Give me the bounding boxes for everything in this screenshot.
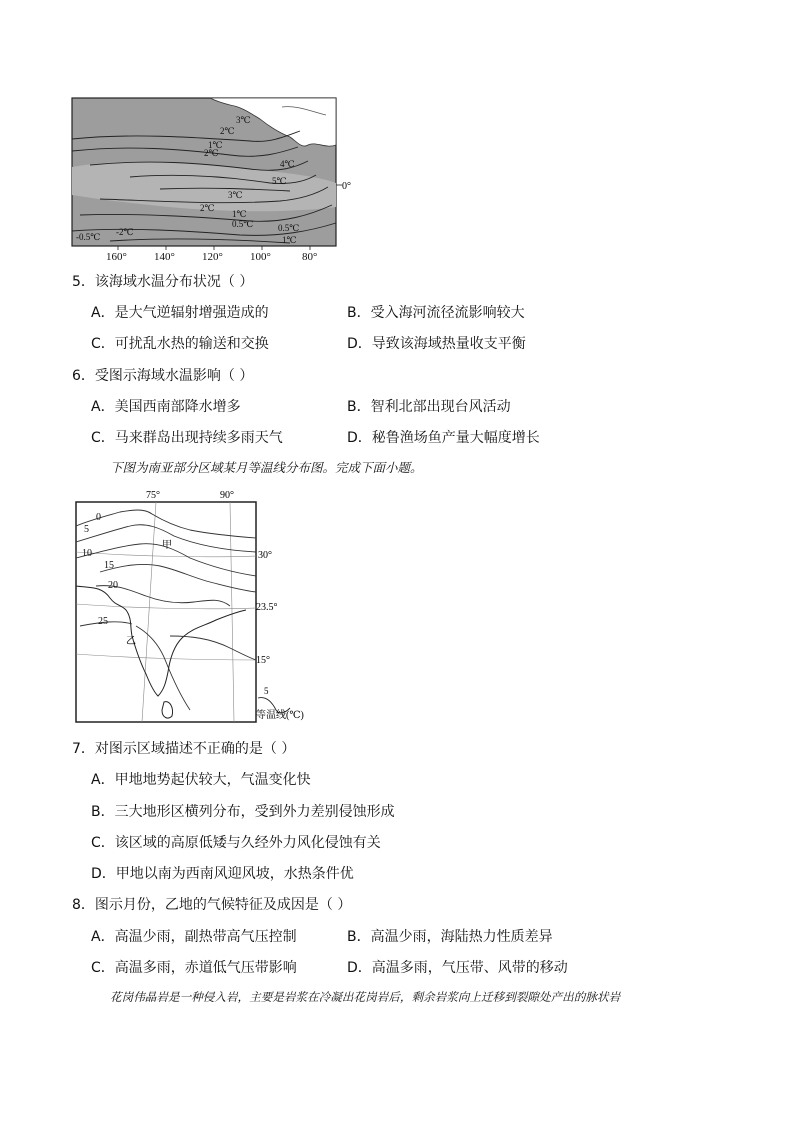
q8-option-d[interactable]: D．高温多雨，气压带、风带的移动 [347, 960, 568, 976]
q8-option-c[interactable]: C．高温多雨，赤道低气压带影响 [91, 960, 297, 976]
q7-option-b[interactable]: B．三大地形区横列分布，受到外力差别侵蚀形成 [91, 804, 395, 820]
isotherm-value: 5 [84, 524, 89, 535]
q6-option-c[interactable]: C．马来群岛出现持续多雨天气 [91, 430, 283, 446]
isotherm-label: -2℃ [116, 227, 134, 237]
q7-option-a[interactable]: A．甲地地势起伏较大，气温变化快 [91, 772, 311, 788]
south-asia-map [70, 486, 320, 726]
isotherm-label: 3℃ [228, 190, 243, 200]
lat-label-30: 30° [258, 550, 272, 561]
lat-label-23-5: 23.5° [256, 602, 278, 613]
isotherm-label: 5℃ [272, 176, 287, 186]
isotherm-value: 0 [96, 512, 101, 523]
q5-option-b[interactable]: B．受入海河流径流影响较大 [347, 305, 525, 321]
sst-map [70, 97, 360, 263]
isotherm-label: 0.5℃ [232, 219, 254, 229]
q5-option-c[interactable]: C．可扰乱水热的输送和交换 [91, 336, 269, 352]
isotherm-value: 10 [82, 548, 92, 559]
isotherm-value: 15 [104, 560, 114, 571]
svg-text:5: 5 [264, 686, 269, 696]
isotherm-label: 2℃ [220, 126, 235, 136]
question-7-stem: 7．对图示区域描述不正确的是（ ） [72, 741, 296, 757]
isotherm-value: 20 [108, 580, 118, 591]
lon-label: 80° [302, 251, 318, 263]
lon-label-90: 90° [220, 490, 234, 501]
isotherm-label: 1℃ [232, 209, 247, 219]
q5-option-d[interactable]: D．导致该海域热量收支平衡 [347, 336, 526, 352]
isotherm-label: 2℃ [204, 148, 219, 158]
q7-option-c[interactable]: C．该区域的高原低矮与久经外力风化侵蚀有关 [91, 835, 381, 851]
question-6-stem: 6．受图示海域水温影响（ ） [72, 368, 254, 384]
lon-label: 160° [106, 251, 127, 263]
question-5-stem: 5．该海域水温分布状况（ ） [72, 274, 254, 290]
q8-option-a[interactable]: A．高温少雨，副热带高气压控制 [91, 929, 297, 945]
isotherm-label: 0.5℃ [278, 223, 300, 233]
isotherm-label: -0.5℃ [76, 232, 101, 242]
section-intro-south-asia: 下图为南亚部分区域某月等温线分布图。完成下面小题。 [110, 460, 423, 475]
place-label-yi: 乙 [126, 636, 136, 647]
lat-label-15: 15° [256, 655, 270, 666]
q6-option-d[interactable]: D．秘鲁渔场鱼产量大幅度增长 [347, 430, 540, 446]
q8-option-b[interactable]: B．高温少雨，海陆热力性质差异 [347, 929, 553, 945]
section-intro-pegmatite: 花岗伟晶岩是一种侵入岩，主要是岩浆在冷凝出花岗岩后，剩余岩浆向上迁移到裂隙处产出的脉状岩 [110, 990, 621, 1004]
isotherm-label: 1℃ [282, 235, 297, 245]
lon-label: 120° [202, 251, 223, 263]
lat-label-equator: 0° [342, 181, 351, 192]
isotherm-label: 3℃ [236, 115, 251, 125]
isotherm-label: 2℃ [200, 203, 215, 213]
place-label-jia: 甲 [162, 540, 172, 551]
lon-label-75: 75° [146, 490, 160, 501]
isotherm-value: 25 [98, 616, 108, 627]
isotherm-label: 4℃ [280, 159, 295, 169]
isotherm-label: 1℃ [208, 140, 223, 150]
q6-option-a[interactable]: A．美国西南部降水增多 [91, 399, 241, 415]
question-8-stem: 8．图示月份，乙地的气候特征及成因是（ ） [72, 897, 352, 913]
q7-option-d[interactable]: D．甲地以南为西南风迎风坡，水热条件优 [91, 866, 354, 882]
lon-label: 140° [154, 251, 175, 263]
map-legend [256, 686, 304, 721]
q5-option-a[interactable]: A．是大气逆辐射增强造成的 [91, 305, 269, 321]
q6-option-b[interactable]: B．智利北部出现台风活动 [347, 399, 511, 415]
lon-label: 100° [250, 251, 271, 263]
svg-text:等温线(℃): 等温线(℃) [256, 710, 304, 721]
